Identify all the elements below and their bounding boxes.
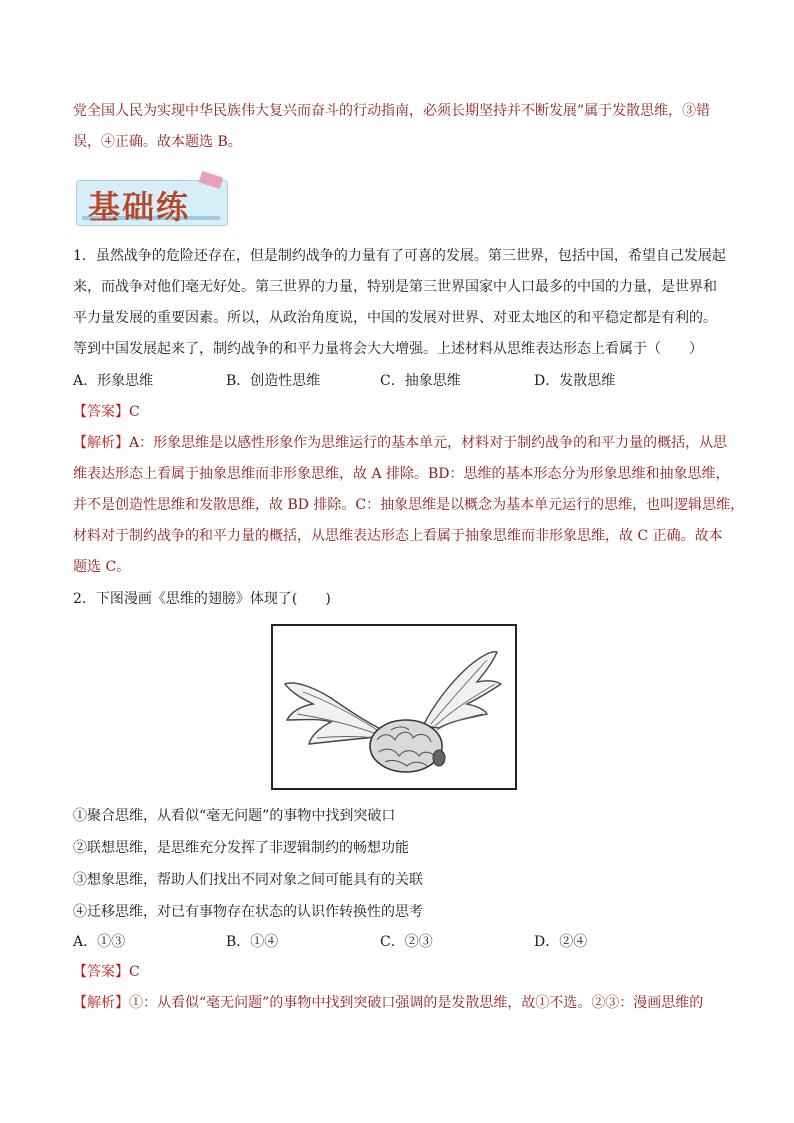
q2-option-a: A．①③ <box>73 934 126 950</box>
q1-analysis-line-2: 维表达形态上看属于抽象思维而非形象思维，故 A 排除。BD：思维的基本形态分为形象思维和抽象思维， <box>73 466 730 482</box>
q1-option-b: B．创造性思维 <box>226 373 321 389</box>
section-banner <box>76 176 228 226</box>
q1-analysis-line-4: 材料对于制约战争的和平力量的概括，从思维表达形态上看属于抽象思维而非形象思维，故 C 正确。故本 <box>73 528 723 544</box>
q2-option-b: B．①④ <box>226 934 279 950</box>
q1-options <box>73 371 723 391</box>
q1-stem-line-1: 1．虽然战争的危险还存在，但是制约战争的力量有了可喜的发展。第三世界，包括中国，希望自己发展起 <box>73 248 726 264</box>
q1-answer-tag: 【答案】 <box>73 404 129 420</box>
q2-option-d: D．②④ <box>534 934 588 950</box>
q1-answer <box>73 402 723 422</box>
q2-stem: 2．下图漫画《思维的翅膀》体现了( ) <box>73 591 331 607</box>
q1-analysis-tag: 【解析】 <box>73 435 129 451</box>
q2-analysis-text-1: ①：从看似“毫无问题”的事物中找到突破口强调的是发散思维，故①不选。②③：漫画思维的 <box>129 995 704 1011</box>
q1-analysis-line-3: 并不是创造性思维和发散思维，故 BD 排除。C：抽象思维是以概念为基本单元运行的思维，也叫逻辑思维， <box>73 497 745 513</box>
q1-stem-line-3: 平力量发展的重要因素。所以，从政治角度说，中国的发展对世界、对亚太地区的和平稳定都是有利的。 <box>73 310 717 326</box>
q1-option-d: D．发散思维 <box>534 373 616 389</box>
q2-answer <box>73 962 723 982</box>
q2-analysis-line-1 <box>73 993 723 1013</box>
intro-line-2: 误，④正确。故本题选 B。 <box>73 134 242 150</box>
q1-option-c: C．抽象思维 <box>380 373 461 389</box>
q1-stem-line-4: 等到中国发展起来了，制约战争的和平力量将会大大增强。上述材料从思维表达形态上看属于（ ） <box>73 341 703 357</box>
q2-answer-tag: 【答案】 <box>73 964 129 980</box>
q2-statement-4: ④迁移思维，对已有事物存在状态的认识作转换性的思考 <box>73 904 423 920</box>
q2-options <box>73 932 723 952</box>
q2-analysis-tag: 【解析】 <box>73 995 129 1011</box>
q2-answer-value: C <box>129 964 140 980</box>
q1-analysis-text-1: A：形象思维是以感性形象作为思维运行的基本单元，材料对于制约战争的和平力量的概括，从思 <box>129 435 728 451</box>
q1-answer-value: C <box>129 404 140 420</box>
q1-analysis-line-5: 题选 C。 <box>73 559 131 575</box>
q2-statement-1: ①聚合思维，从看似“毫无问题”的事物中找到突破口 <box>73 808 396 824</box>
cartoon-winged-brain-image <box>271 624 517 790</box>
banner-title: 基础练 <box>88 188 191 226</box>
q1-stem-line-2: 来，而战争对他们毫无好处。第三世界的力量，特别是第三世界国家中人口最多的中国的力量，是世界和 <box>73 279 717 295</box>
q2-option-c: C．②③ <box>380 934 433 950</box>
q1-analysis-line-1 <box>73 433 728 453</box>
winged-brain-illustration <box>273 626 515 788</box>
intro-line-1: 党全国人民为实现中华民族伟大复兴而奋斗的行动指南，必须长期坚持并不断发展”属于发散思维，③错 <box>73 103 711 119</box>
q2-statement-3: ③想象思维，帮助人们找出不同对象之间可能具有的关联 <box>73 872 423 888</box>
q1-option-a: A．形象思维 <box>73 373 154 389</box>
q2-statement-2: ②联想思维，是思维充分发挥了非逻辑制约的畅想功能 <box>73 840 409 856</box>
